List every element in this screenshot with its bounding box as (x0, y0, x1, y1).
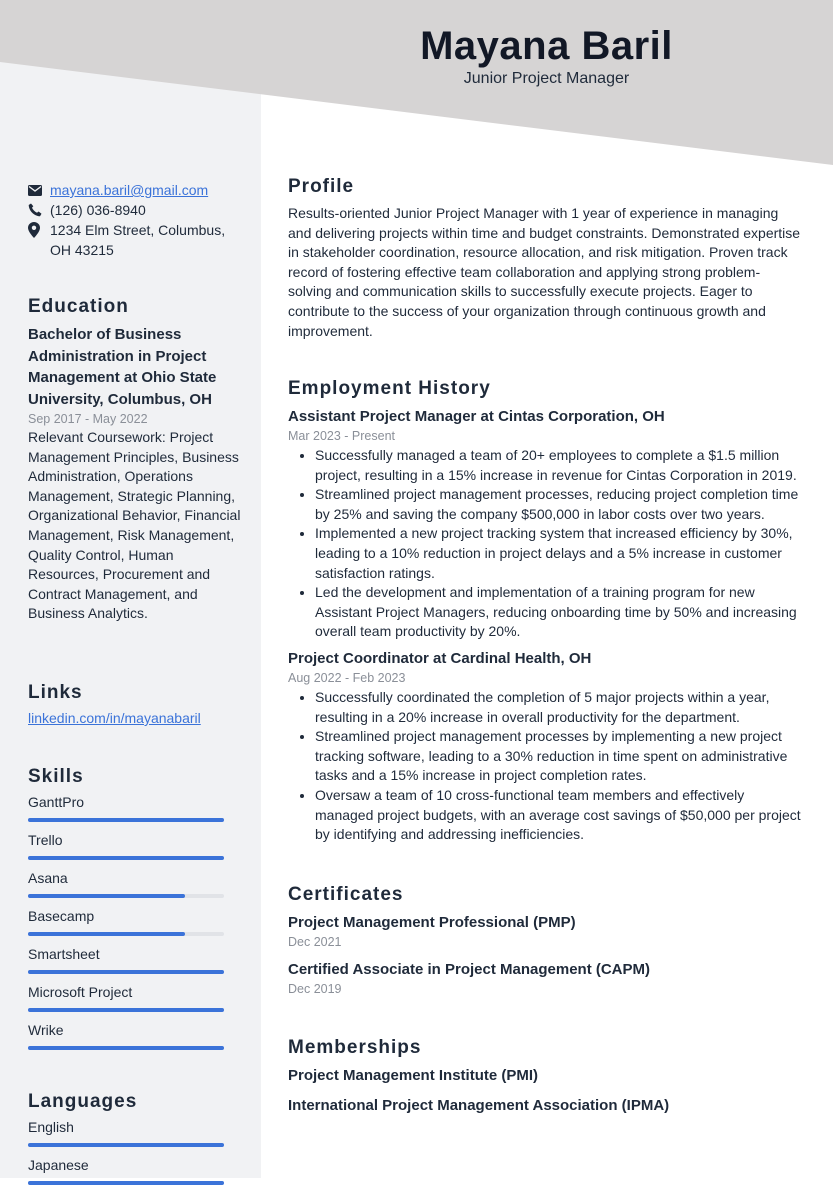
envelope-icon (28, 180, 50, 200)
candidate-name: Mayana Baril (420, 24, 673, 68)
language-level-track (28, 1143, 224, 1147)
certificate-name: Project Management Professional (PMP) (288, 914, 576, 931)
skill-level-fill (28, 1046, 224, 1050)
memberships-list (288, 1065, 803, 1116)
job-entry (288, 648, 803, 845)
job-title: Assistant Project Manager at Cintas Corporation, OH (288, 408, 665, 425)
education-section (28, 296, 243, 624)
contact-block (28, 180, 253, 260)
skill-item (28, 1020, 243, 1058)
memberships-heading: Memberships (288, 1037, 422, 1058)
job-bullets (288, 446, 803, 642)
skill-level-fill (28, 932, 185, 936)
job-bullets (288, 688, 803, 845)
skill-level-fill (28, 894, 185, 898)
skill-level-track (28, 970, 224, 974)
language-name: Japanese (28, 1157, 89, 1173)
skill-level-fill (28, 1008, 224, 1012)
languages-heading: Languages (28, 1091, 138, 1112)
membership-item: Project Management Institute (PMI) (288, 1067, 539, 1084)
job-bullet: • Streamlined project management processes, reducing project completion time by 25% and saving the company $500,000 in labor costs over two years. (315, 485, 803, 524)
education-heading: Education (28, 296, 129, 317)
links-section (28, 682, 243, 728)
language-name: English (28, 1119, 74, 1135)
location-pin-icon (28, 220, 50, 240)
job-bullet: • Led the development and implementation of a training program for new Assistant Project Managers, reducing onboarding time by 50% and increasing overall team productivity by 20%. (315, 583, 803, 642)
job-dates: Mar 2023 - Present (288, 429, 395, 443)
job-bullet: • Implemented a new project tracking system that increased efficiency by 30%, leading to a 10% reduction in project delays and a 5% increase in customer satisfaction ratings. (315, 524, 803, 583)
skill-name: Trello (28, 832, 63, 848)
skill-name: Wrike (28, 1022, 64, 1038)
language-item (28, 1117, 243, 1155)
certificates-heading: Certificates (288, 884, 404, 905)
certificate-item (288, 912, 803, 951)
skill-level-track (28, 818, 224, 822)
skill-item (28, 830, 243, 868)
address-line-1: 1234 Elm Street, Columbus, (50, 222, 226, 238)
contact-phone-row (28, 200, 253, 220)
job-bullet: • Successfully managed a team of 20+ employees to complete a $1.5 million project, resulting in a 15% increase in revenue for Cintas Corporation in 2019. (315, 446, 803, 485)
skill-level-fill (28, 818, 224, 822)
language-level-fill (28, 1143, 224, 1147)
language-level-fill (28, 1181, 224, 1185)
language-item (28, 1155, 243, 1193)
profile-heading: Profile (288, 176, 355, 197)
skill-level-track (28, 932, 224, 936)
skills-section (28, 766, 243, 1058)
contact-address-row (28, 220, 253, 260)
skill-item (28, 792, 243, 830)
address-line-2: OH 43215 (50, 242, 114, 258)
employment-section (288, 378, 803, 845)
employment-heading: Employment History (288, 378, 491, 399)
skill-name: Smartsheet (28, 946, 100, 962)
education-degree: Bachelor of Business Administration in Project Management at Ohio State University, Columbus, OH (28, 326, 217, 408)
memberships-section (288, 1037, 803, 1116)
skill-level-track (28, 1008, 224, 1012)
language-level-track (28, 1181, 224, 1185)
skill-item (28, 982, 243, 1020)
phone-icon (28, 200, 50, 220)
skill-level-fill (28, 856, 224, 860)
certificate-name: Certified Associate in Project Management (CAPM) (288, 961, 651, 978)
skill-level-track (28, 1046, 224, 1050)
job-title: Project Coordinator at Cardinal Health, OH (288, 649, 592, 667)
certificate-date: Dec 2019 (288, 982, 342, 996)
skill-name: Basecamp (28, 908, 95, 924)
links-heading: Links (28, 682, 83, 703)
linkedin-link[interactable]: linkedin.com/in/mayanabaril (28, 710, 201, 726)
certificates-list (288, 912, 803, 998)
certificate-item (288, 959, 803, 998)
certificates-section (288, 884, 803, 998)
profile-section (288, 176, 803, 341)
skill-item (28, 906, 243, 944)
address-text (50, 220, 225, 260)
education-coursework: Relevant Coursework: Project Management Principles, Business Administration, Operations Management, Strategic Planning, Organizational Behavior, Financial Management, Risk Management, Quality Control, Human Resources, Procurement and Contract Management, and Business Analytics. (28, 429, 241, 622)
candidate-title: Junior Project Manager (463, 70, 630, 87)
skill-level-track (28, 856, 224, 860)
membership-item: International Project Management Association (IPMA) (288, 1097, 670, 1114)
skill-name: GanttPro (28, 794, 85, 810)
skill-item (28, 868, 243, 906)
job-bullet: • Oversaw a team of 10 cross-functional team members and effectively managed project budgets, with an average cost savings of $50,000 per project by identifying and addressing inefficiencies. (315, 786, 803, 845)
skill-name: Microsoft Project (28, 984, 133, 1000)
skill-level-track (28, 894, 224, 898)
job-dates: Aug 2022 - Feb 2023 (288, 670, 406, 685)
languages-list (28, 1117, 243, 1193)
email-link[interactable]: mayana.baril@gmail.com (50, 182, 209, 198)
skill-name: Asana (28, 870, 68, 886)
contact-email-row (28, 180, 253, 200)
profile-text: Results-oriented Junior Project Manager with 1 year of experience in managing and delivering projects within time and budget constraints. Demonstrated expertise in stakeholder coordination, resource allocation, and risk mitigation. Proven track record of fostering effective team collaboration and applying strong problem-solving and communication skills to successfully execute projects. Eager to contribute to the success of your organization through continuous growth and improvement. (288, 205, 801, 339)
phone-text: (126) 036-8940 (50, 202, 146, 218)
skills-list (28, 792, 243, 1058)
certificate-date: Dec 2021 (288, 935, 342, 949)
education-dates: Sep 2017 - May 2022 (28, 412, 148, 426)
job-entry (288, 406, 803, 642)
job-bullet: • Streamlined project management processes by implementing a new project tracking software, leading to a 30% reduction in time spent on administrative tasks and a 15% increase in project completion rates. (315, 727, 803, 786)
job-bullet: • Successfully coordinated the completion of 5 major projects within a year, resulting in a 20% increase in overall productivity for the department. (315, 688, 803, 727)
skills-heading: Skills (28, 766, 84, 787)
jobs-list (288, 406, 803, 845)
skill-item (28, 944, 243, 982)
skill-level-fill (28, 970, 224, 974)
